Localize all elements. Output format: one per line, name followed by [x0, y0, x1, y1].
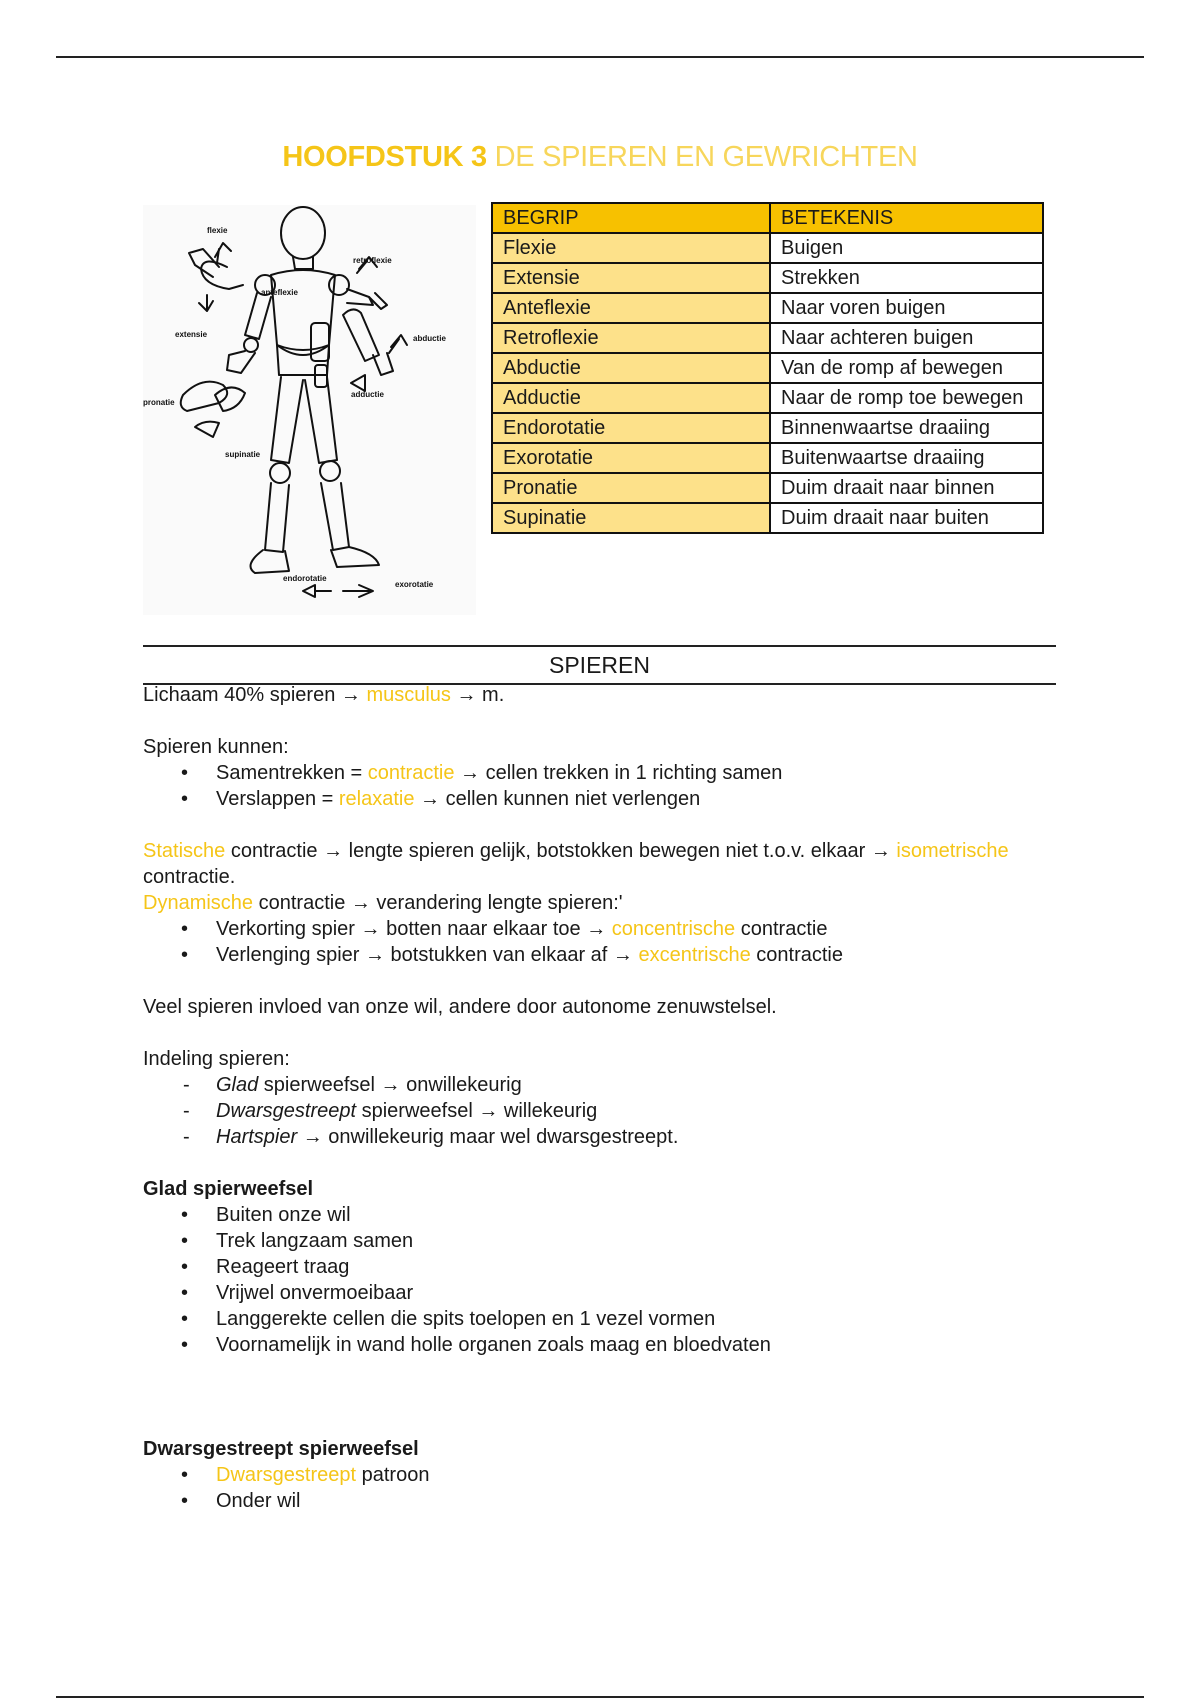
table-row [492, 323, 1043, 353]
meaning-cell: Buitenwaartse draaiing [770, 443, 1043, 473]
meaning-cell: Van de romp af bewegen [770, 353, 1043, 383]
intro-line: Lichaam 40% spieren → musculus → m. [143, 684, 505, 706]
label-abductie: abductie [413, 334, 446, 343]
table-row [492, 443, 1043, 473]
list-item: - Glad spierweefsel → onwillekeurig [143, 1072, 1093, 1098]
label-extensie: extensie [175, 330, 208, 339]
label-endorotatie: endorotatie [283, 574, 327, 583]
list-item: • Verlenging spier → botstukken van elkaar af → excentrische contractie [143, 942, 1093, 968]
kunnen-heading: Spieren kunnen: [143, 736, 289, 758]
dwars-list [143, 1462, 1093, 1514]
term-cell: Adductie [492, 383, 770, 413]
terms-table [491, 202, 1044, 534]
list-item: • Vrijwel onvermoeibaar [143, 1280, 1093, 1306]
term-cell: Flexie [492, 233, 770, 263]
meaning-cell: Duim draait naar buiten [770, 503, 1043, 533]
term-cell: Exorotatie [492, 443, 770, 473]
table-row [492, 503, 1043, 533]
label-flexie: flexie [207, 226, 228, 235]
list-item: • Langgerekte cellen die spits toelopen en 1 vezel vormen [143, 1306, 1093, 1332]
label-adductie: adductie [351, 390, 384, 399]
header-betekenis: BETEKENIS [770, 203, 1043, 233]
table-row [492, 233, 1043, 263]
table-row [492, 413, 1043, 443]
table-row [492, 473, 1043, 503]
statische-line: Statische contractie → lengte spieren gelijk, botstokken bewegen niet t.o.v. elkaar → isometrische [143, 840, 1009, 862]
mannequin-illustration [143, 205, 476, 615]
dwars-heading: Dwarsgestreept spierweefsel [143, 1438, 419, 1460]
list-item: • Verslappen = relaxatie → cellen kunnen niet verlengen [143, 786, 1093, 812]
dynamische-line: Dynamische contractie → verandering lengte spieren:' [143, 892, 623, 914]
list-item: • Dwarsgestreept patroon [143, 1462, 1093, 1488]
table-header-row [492, 203, 1043, 233]
wil-line: Veel spieren invloed van onze wil, andere door autonome zenuwstelsel. [143, 996, 777, 1018]
indeling-heading: Indeling spieren: [143, 1048, 290, 1070]
page-title [0, 141, 1200, 174]
body-content [143, 682, 1093, 1514]
meaning-cell: Naar achteren buigen [770, 323, 1043, 353]
term-cell: Retroflexie [492, 323, 770, 353]
glad-list [143, 1202, 1093, 1358]
movement-figure [143, 205, 476, 615]
list-item: • Verkorting spier → botten naar elkaar toe → concentrische contractie [143, 916, 1093, 942]
list-item: - Hartspier → onwillekeurig maar wel dwarsgestreept. [143, 1124, 1093, 1150]
list-item: • Voornamelijk in wand holle organen zoals maag en bloedvaten [143, 1332, 1093, 1358]
label-exorotatie: exorotatie [395, 580, 434, 589]
table-row [492, 263, 1043, 293]
section-heading-spieren: SPIEREN [143, 645, 1056, 685]
term-cell: Anteflexie [492, 293, 770, 323]
dynamische-list [143, 916, 1093, 968]
kunnen-list [143, 760, 1093, 812]
header-rule [56, 56, 1144, 58]
glad-heading: Glad spierweefsel [143, 1178, 314, 1200]
list-item: • Buiten onze wil [143, 1202, 1093, 1228]
label-pronatie: pronatie [143, 398, 175, 407]
term-cell: Pronatie [492, 473, 770, 503]
label-anteflexie: anteflexie [261, 288, 298, 297]
table-row [492, 383, 1043, 413]
meaning-cell: Duim draait naar binnen [770, 473, 1043, 503]
term-cell: Abductie [492, 353, 770, 383]
list-item: • Samentrekken = contractie → cellen trekken in 1 richting samen [143, 760, 1093, 786]
statische-line-cont: contractie. [143, 866, 236, 888]
term-cell: Endorotatie [492, 413, 770, 443]
list-item: - Dwarsgestreept spierweefsel → willekeurig [143, 1098, 1093, 1124]
meaning-cell: Naar de romp toe bewegen [770, 383, 1043, 413]
figure-head [281, 207, 325, 259]
meaning-cell: Binnenwaartse draaiing [770, 413, 1043, 443]
list-item: • Onder wil [143, 1488, 1093, 1514]
indeling-list [143, 1072, 1093, 1150]
figure-torso [271, 270, 335, 350]
footer-rule [56, 1696, 1144, 1698]
meaning-cell: Strekken [770, 263, 1043, 293]
meaning-cell: Naar voren buigen [770, 293, 1043, 323]
term-cell: Supinatie [492, 503, 770, 533]
title-subject: DE SPIEREN EN GEWRICHTEN [494, 141, 918, 173]
table-row [492, 293, 1043, 323]
header-begrip: BEGRIP [492, 203, 770, 233]
list-item: • Reageert traag [143, 1254, 1093, 1280]
title-chapter: HOOFDSTUK 3 [282, 141, 487, 173]
term-cell: Extensie [492, 263, 770, 293]
list-item: • Trek langzaam samen [143, 1228, 1093, 1254]
label-retroflexie: retroflexie [353, 256, 392, 265]
meaning-cell: Buigen [770, 233, 1043, 263]
label-supinatie: supinatie [225, 450, 261, 459]
table-row [492, 353, 1043, 383]
